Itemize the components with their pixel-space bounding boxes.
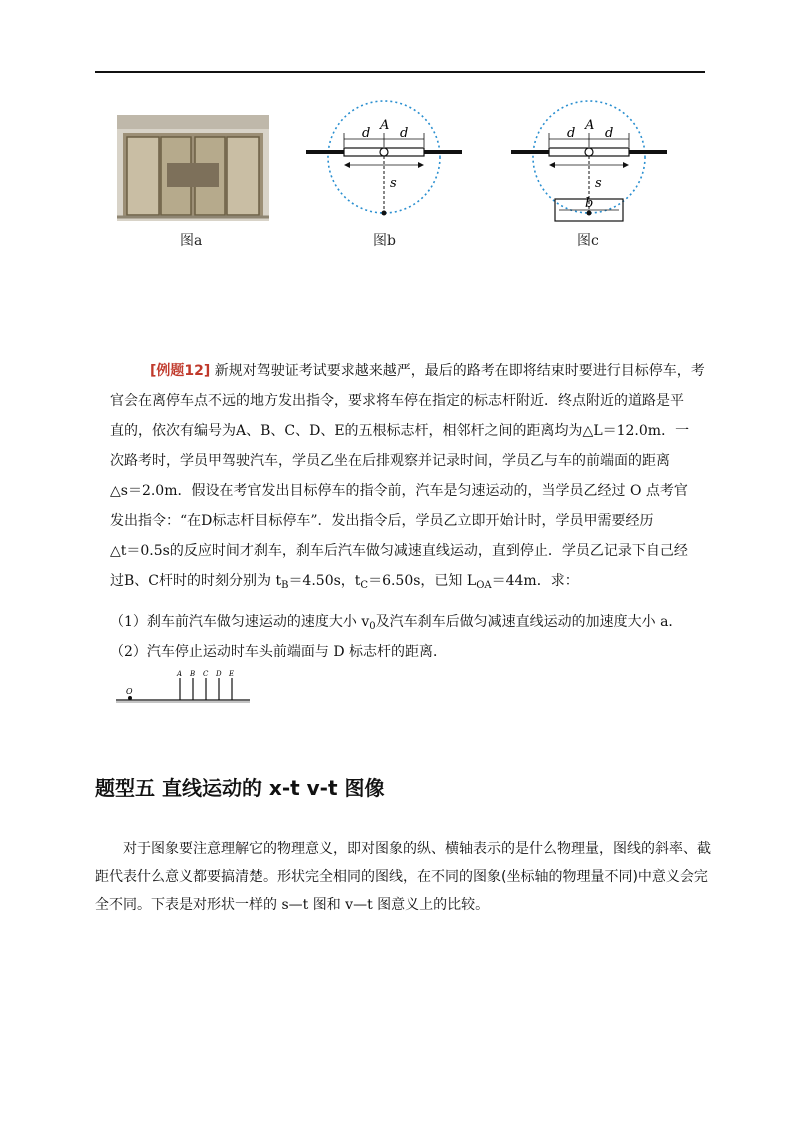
header-rule	[95, 71, 705, 73]
example-line-4: 次路考时，学员甲驾驶汽车，学员乙坐在后排观察并记录时间，学员乙与车的前端面的距离	[110, 453, 670, 469]
example-tag: [例题12]	[150, 363, 211, 379]
figure-c-label-s: s	[595, 176, 602, 191]
figure-b-label-d2: d	[400, 126, 409, 141]
figure-b-caption: 图b	[373, 233, 396, 249]
road-label-B: B	[190, 670, 196, 678]
example-line-1: 新规对驾驶证考试要求越来越严，最后的路考在即将结束时要进行目标停车，考	[214, 363, 705, 379]
road-label-D: D	[216, 670, 222, 678]
figure-b-label-A: A	[380, 118, 390, 133]
figure-c-label-d2: d	[605, 126, 614, 141]
road-marker-figure	[114, 668, 254, 708]
figure-b-label-s: s	[390, 176, 397, 191]
section-intro: 对于图象要注意理解它的物理意义，即对图象的纵、横轴表示的是什么物理量，图线的斜率、截距代表什么意义都要搞清楚。形状完全相同的图线，在不同的图象(坐标轴的物理量不同)中意义会完全不同。下表是对形状一样的 s—t 图和 v—t 图意义上的比较。	[95, 841, 711, 913]
figure-c-label-b: b	[585, 196, 594, 211]
figure-c-label-A: A	[585, 118, 595, 133]
road-label-E: E	[229, 670, 235, 678]
example-problem	[110, 356, 710, 601]
figure-a-door-photo	[117, 115, 269, 221]
figure-c-diagram	[505, 95, 675, 230]
figure-a-caption: 图a	[180, 233, 203, 249]
example-line-7: △t＝0.5s的反应时间才刹车，刹车后汽车做匀减速直线运动，直到停止．学员乙记录下自己经	[110, 543, 688, 559]
example-line-3: 直的，依次有编号为A、B、C、D、E的五根标志杆，相邻杆之间的距离均为△L＝12.0m．一	[110, 423, 690, 439]
question-2: （2）汽车停止运动时车头前端面与 D 标志杆的距离．	[110, 644, 448, 660]
road-label-A: A	[177, 670, 183, 678]
road-label-O: O	[126, 687, 133, 696]
question-1: （1）刹车前汽车做匀速运动的速度大小 $v_0$及汽车刹车后做匀减速直线运动的加速度大小 a．	[110, 614, 683, 632]
example-line-8: 过B、C杆时的时刻分别为 $t_B=4.50s$，$t_C=6.50s$，已知 $L_{OA}=44m$．求：	[110, 573, 579, 591]
figure-b-label-d1: d	[362, 126, 371, 141]
example-line-6: 发出指令：“在D标志杆目标停车”．发出指令后，学员乙立即开始计时，学员甲需要经历	[110, 513, 654, 529]
figure-c-label-d1: d	[567, 126, 576, 141]
section-heading: 题型五 直线运动的 x-t v-t 图像	[95, 776, 385, 800]
figure-b-diagram	[300, 95, 470, 225]
figure-c-caption: 图c	[577, 233, 599, 249]
example-line-5: △s＝2.0m．假设在考官发出目标停车的指令前，汽车是匀速运动的，当学员乙经过 O 点考官	[110, 483, 688, 499]
example-line-2: 官会在离停车点不远的地方发出指令，要求将车停在指定的标志杆附近．终点附近的道路是平	[110, 393, 684, 409]
road-label-C: C	[203, 670, 209, 678]
